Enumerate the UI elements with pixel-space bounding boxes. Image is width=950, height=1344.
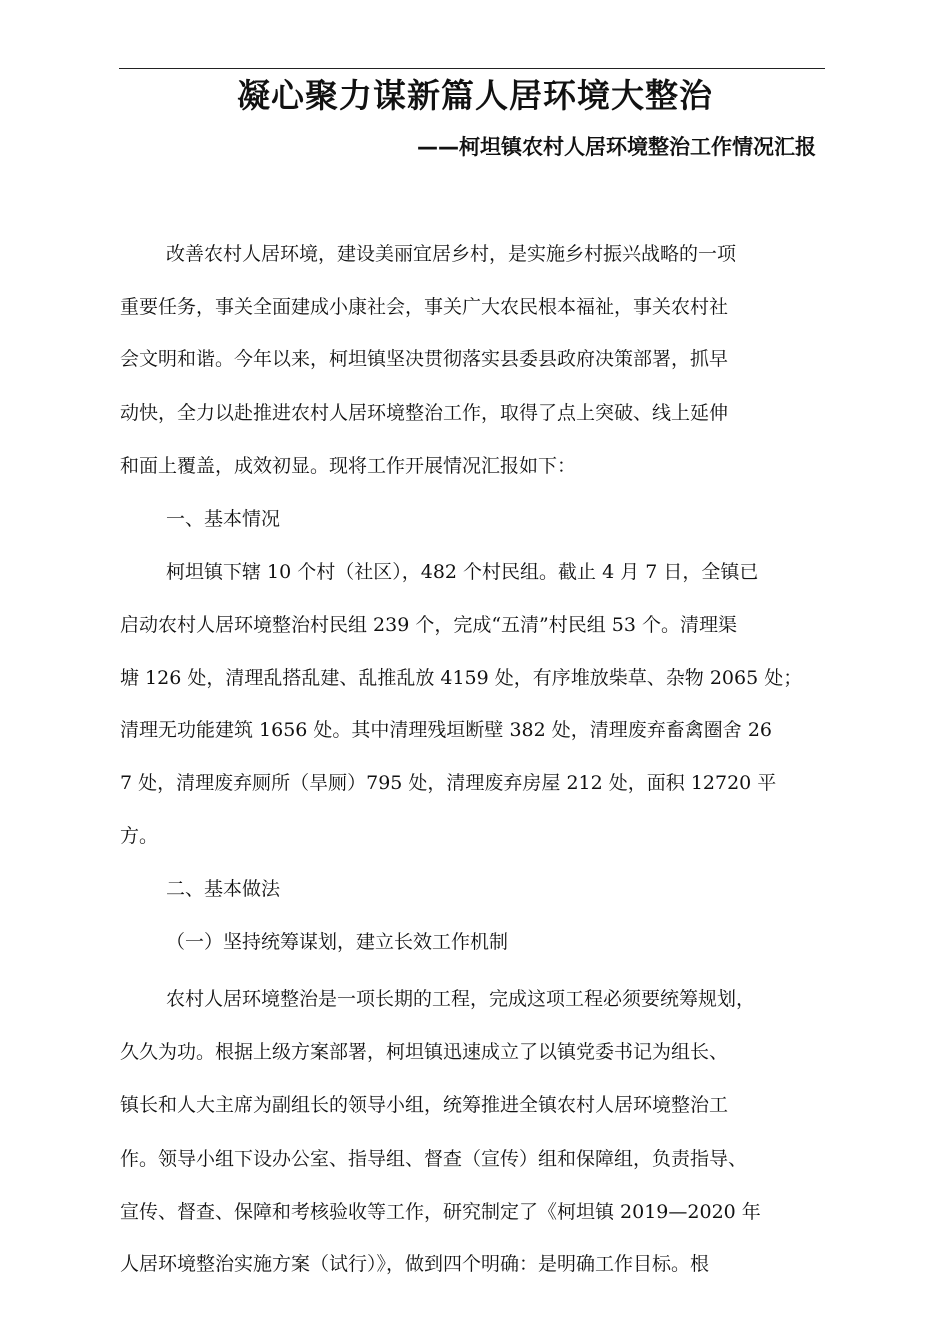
header-rule: [119, 68, 825, 69]
document-subtitle: ——柯坦镇农村人居环境整治工作情况汇报: [417, 135, 816, 159]
paragraph-line: 久久为功。根据上级方案部署，柯坦镇迅速成立了以镇党委书记为组长、: [120, 1041, 729, 1063]
paragraph-line: 会文明和谐。今年以来，柯坦镇坚决贯彻落实县委县政府决策部署，抓早: [120, 348, 729, 370]
paragraph-line: 清理无功能建筑 1656 处。其中清理残垣断壁 382 处，清理废弃畜禽圈舍 26: [120, 719, 772, 741]
document-title: 凝心聚力谋新篇人居环境大整治: [237, 76, 713, 115]
paragraph-line: 塘 126 处，清理乱搭乱建、乱推乱放 4159 处，有序堆放柴草、杂物 2065 处；: [120, 667, 803, 689]
paragraph-line: 启动农村人居环境整治村民组 239 个，完成“五清”村民组 53 个。清理渠: [120, 614, 738, 636]
paragraph-line: 改善农村人居环境，建设美丽宜居乡村，是实施乡村振兴战略的一项: [166, 243, 737, 265]
section-heading: 二、基本做法: [166, 878, 281, 900]
paragraph-line: 柯坦镇下辖 10 个村（社区），482 个村民组。截止 4 月 7 日，全镇已: [166, 561, 759, 583]
paragraph-line: 动快，全力以赴推进农村人居环境整治工作，取得了点上突破、线上延伸: [120, 402, 729, 424]
paragraph-line: 方。: [120, 825, 159, 847]
paragraph-line: 人居环境整治实施方案（试行）》，做到四个明确：是明确工作目标。根: [120, 1253, 710, 1275]
paragraph-line: 7 处，清理废弃厕所（旱厕）795 处，清理废弃房屋 212 处，面积 12720 平: [120, 772, 777, 794]
paragraph-line: 和面上覆盖，成效初显。现将工作开展情况汇报如下：: [120, 455, 577, 477]
subsection-heading: （一）坚持统筹谋划，建立长效工作机制: [166, 931, 509, 953]
paragraph-line: 作。领导小组下设办公室、指导组、督查（宣传）组和保障组，负责指导、: [120, 1148, 748, 1170]
paragraph-line: 重要任务，事关全面建成小康社会，事关广大农民根本福祉，事关农村社: [120, 296, 729, 318]
paragraph-line: 农村人居环境整治是一项长期的工程，完成这项工程必须要统筹规划，: [166, 988, 756, 1010]
paragraph-line: 镇长和人大主席为副组长的领导小组，统筹推进全镇农村人居环境整治工: [120, 1094, 729, 1116]
section-heading: 一、基本情况: [166, 508, 281, 530]
paragraph-line: 宣传、督查、保障和考核验收等工作，研究制定了《柯坦镇 2019—2020 年: [120, 1201, 761, 1223]
